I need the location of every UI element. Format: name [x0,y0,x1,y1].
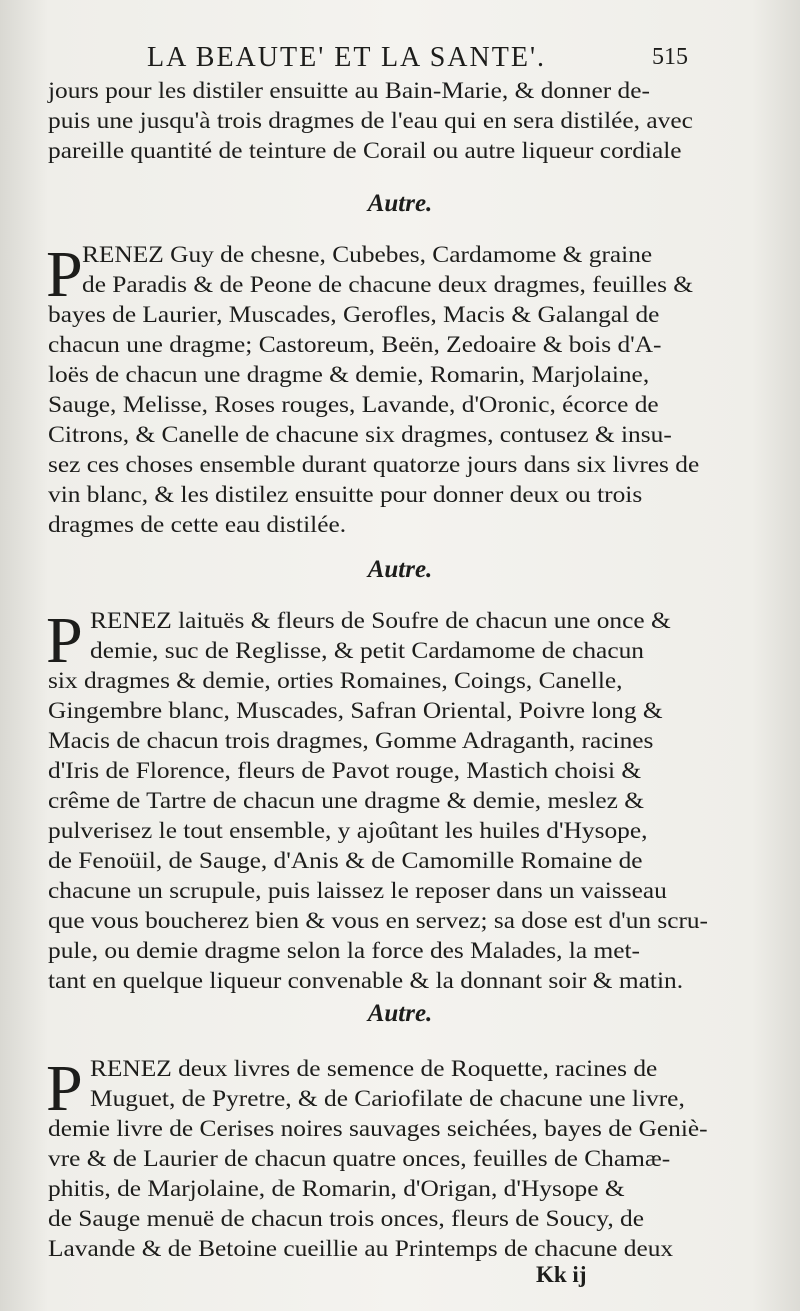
text-line: Lavande & de Betoine cueillie au Printemps de chacune deux [48,1236,674,1262]
text-line: Macis de chacun trois dragmes, Gomme Adraganth, racines [48,728,654,754]
signature-mark: Kk ij [536,1262,587,1287]
text-line: d'Iris de Florence, fleurs de Pavot rouge, Mastich choisi & [48,758,642,784]
text-line: bayes de Laurier, Muscades, Gerofles, Macis & Galangal de [48,302,660,328]
text-line: que vous boucherez bien & vous en servez; sa dose est d'un scru- [48,908,708,934]
text-line: crême de Tartre de chacun une dragme & demie, meslez & [48,788,645,814]
text-line: tant en quelque liqueur convenable & la donnant soir & matin. [48,968,684,994]
text-line: Muguet, de Pyretre, & de Cariofilate de chacune une livre, [90,1086,685,1112]
text-line: chacun une dragme; Castoreum, Beën, Zedoaire & bois d'A- [48,332,662,358]
text-line: demie, suc de Reglisse, & petit Cardamome de chacun [90,638,644,664]
text-line: demie livre de Cerises noires sauvages seichées, bayes de Geniè- [48,1116,708,1142]
text-line: vre & de Laurier de chacun quatre onces, feuilles de Chamæ- [48,1146,671,1172]
text-line: de Sauge menuë de chacun trois onces, fleurs de Soucy, de [48,1206,645,1232]
text-line: pule, ou demie dragme selon la force des Malades, la met- [48,938,640,964]
text-line: sez ces choses ensemble durant quatorze jours dans six livres de [48,452,700,478]
drop-cap: P [46,1052,83,1125]
text-line: six dragmes & demie, orties Romaines, Coings, Canelle, [48,668,623,694]
drop-cap: P [46,604,83,677]
text-line: de Fenoüil, de Sauge, d'Anis & de Camomille Romaine de [48,848,643,874]
running-title: LA BEAUTE' ET LA SANTE'. [147,42,546,73]
text-line: pareille quantité de teinture de Corail ou autre liqueur cordiale [48,138,682,164]
text-line: RENEZ laituës & fleurs de Soufre de chacun une once & [90,608,671,634]
text-line: vin blanc, & les distilez ensuitte pour donner deux ou trois [48,482,643,508]
section-title: Autre. [367,190,433,217]
text-line: loës de chacun une dragme & demie, Romarin, Marjolaine, [48,362,650,388]
text-line: chacune un scrupule, puis laissez le reposer dans un vaisseau [48,878,667,904]
text-line: RENEZ deux livres de semence de Roquette, racines de [90,1056,658,1082]
text-line: dragmes de cette eau distilée. [48,512,347,538]
text-line: pulverisez le tout ensemble, y ajoûtant les huiles d'Hysope, [48,818,648,844]
drop-cap: P [46,238,83,311]
section-title: Autre. [367,1000,433,1027]
page-number: 515 [652,44,688,70]
text-line: RENEZ Guy de chesne, Cubebes, Cardamome & graine [82,242,653,268]
section-title: Autre. [367,556,433,583]
text-line: de Paradis & de Peone de chacune deux dragmes, feuilles & [82,272,694,298]
text-line: jours pour les distiler ensuitte au Bain-Marie, & donner de- [48,78,650,104]
text-line: phitis, de Marjolaine, de Romarin, d'Origan, d'Hysope & [48,1176,625,1202]
text-line: Gingembre blanc, Muscades, Safran Oriental, Poivre long & [48,698,663,724]
text-line: Sauge, Melisse, Roses rouges, Lavande, d'Oronic, écorce de [48,392,659,418]
text-line: puis une jusqu'à trois dragmes de l'eau qui en sera distilée, avec [48,108,693,134]
text-line: Citrons, & Canelle de chacune six dragmes, contusez & insu- [48,422,672,448]
